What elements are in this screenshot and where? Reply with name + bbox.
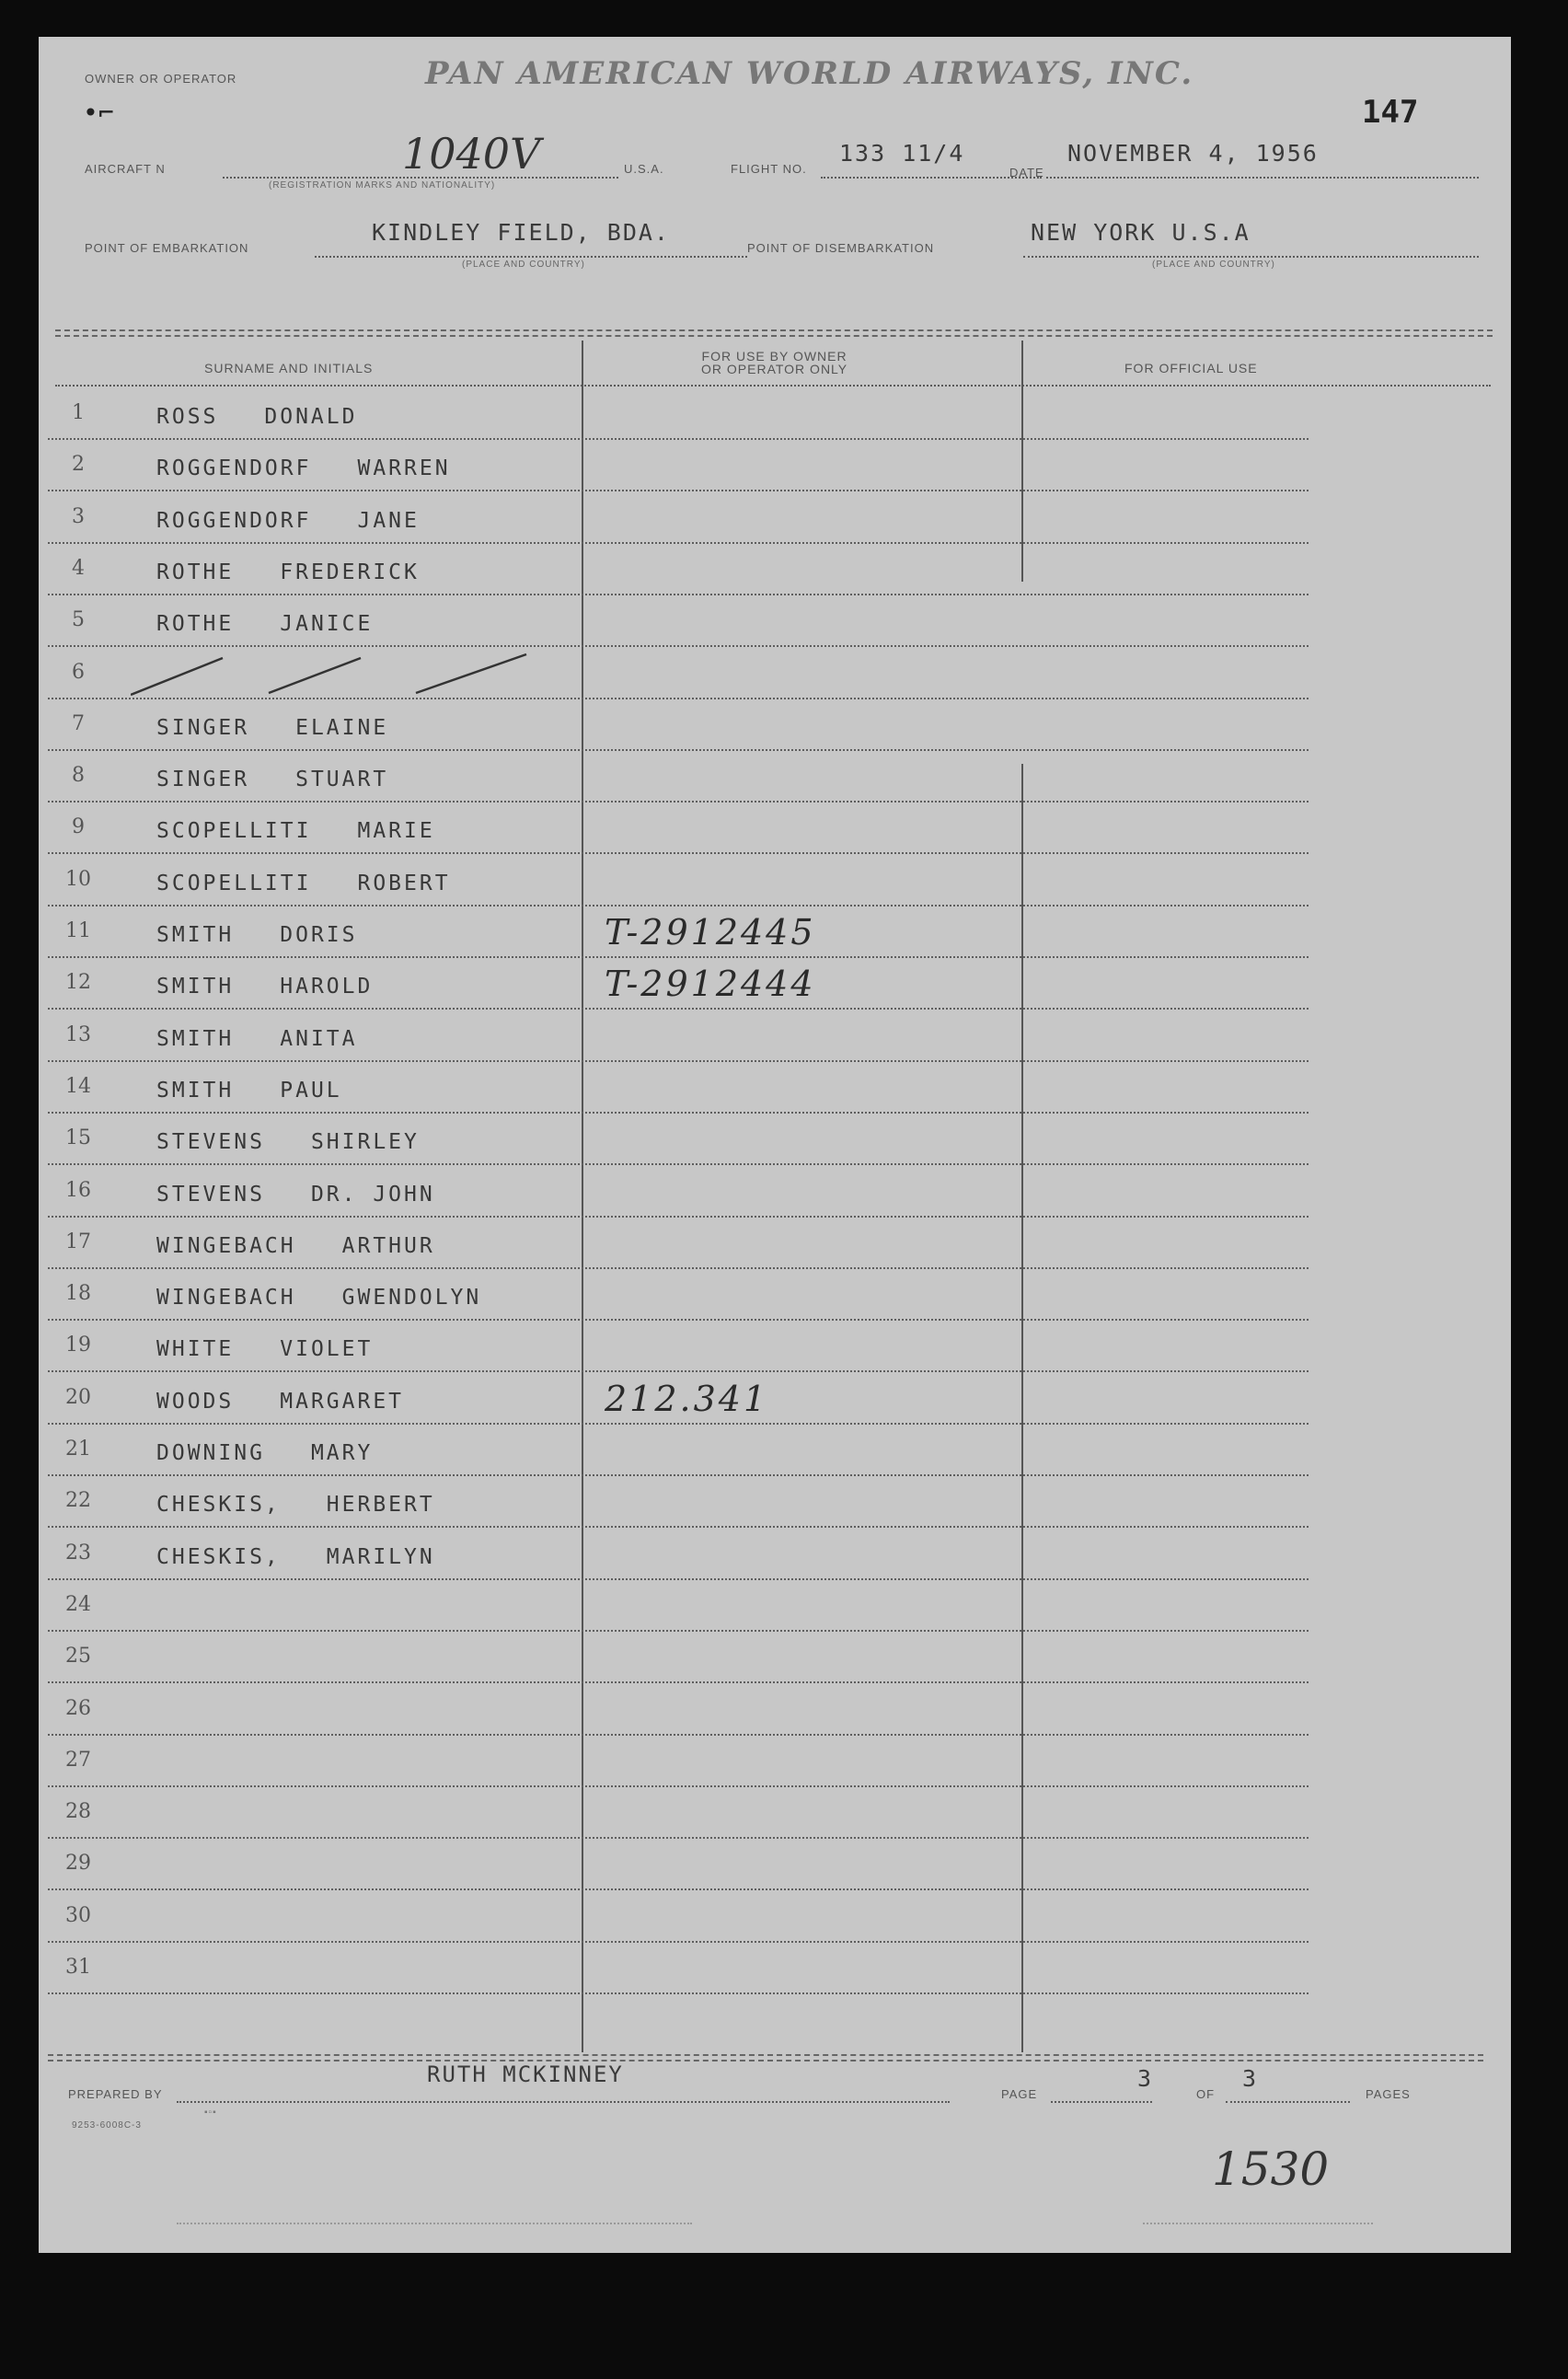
passenger-surname: WHITE <box>156 1337 235 1362</box>
row-number: 20 <box>65 1385 91 1409</box>
passenger-given-name: VIOLET <box>280 1337 374 1362</box>
column-owner-header: FOR USE BY OWNER OR OPERATOR ONLY <box>701 349 848 376</box>
passenger-given-name: MARIE <box>357 819 435 844</box>
row-number: 4 <box>72 556 85 580</box>
row-number: 10 <box>65 867 91 891</box>
row-number: 22 <box>65 1489 91 1513</box>
aircraft-label: AIRCRAFT N <box>85 162 166 176</box>
row-rule <box>48 1578 1309 1580</box>
row-rule <box>48 1526 1309 1528</box>
passenger-given-name: DONALD <box>264 405 358 429</box>
passenger-surname: WINGEBACH <box>156 1286 296 1311</box>
passenger-surname: DOWNING <box>156 1441 265 1465</box>
passenger-surname: SINGER <box>156 715 250 740</box>
form-code: 9253-6008C-3 <box>72 2120 142 2131</box>
row-number: 9 <box>72 815 85 839</box>
row-number: 29 <box>65 1852 91 1876</box>
flight-label: FLIGHT NO. <box>731 162 807 176</box>
passenger-surname: CHESKIS, <box>156 1544 281 1569</box>
row-number: 1 <box>72 401 85 424</box>
row-rule <box>48 1630 1309 1632</box>
row-rule <box>48 1423 1309 1425</box>
passenger-given-name: DR. JOHN <box>310 1182 435 1207</box>
passenger-surname: ROTHE <box>156 612 235 637</box>
passenger-given-name: HERBERT <box>326 1493 435 1518</box>
registration-caption: (REGISTRATION MARKS AND NATIONALITY) <box>269 180 496 191</box>
row-number: 30 <box>65 1903 91 1927</box>
operator-note: T-2912444 <box>605 964 816 1005</box>
passenger-given-name: JANE <box>357 508 420 533</box>
row-number: 11 <box>65 919 91 942</box>
date-label: DATE <box>1009 166 1044 179</box>
passenger-name <box>156 1183 435 1207</box>
passenger-given-name: ROBERT <box>357 871 451 895</box>
row-rule <box>48 1888 1309 1890</box>
row-number: 18 <box>65 1282 91 1306</box>
passenger-surname: SINGER <box>156 768 250 792</box>
row-number: 21 <box>65 1438 91 1461</box>
row-number: 23 <box>65 1541 91 1565</box>
passenger-surname: ROGGENDORF <box>156 508 312 533</box>
row-rule <box>48 594 1309 595</box>
row-number: 2 <box>72 453 85 477</box>
operator-note: T-2912445 <box>605 912 816 953</box>
passenger-given-name: DORIS <box>280 923 358 947</box>
page-label: PAGE <box>1001 2087 1038 2101</box>
operator-note: 212.341 <box>605 1378 769 1419</box>
of-label: OF <box>1196 2087 1216 2101</box>
row-number: 13 <box>65 1022 91 1046</box>
embarkation-label: POINT OF EMBARKATION <box>85 241 249 255</box>
row-rule <box>48 749 1309 751</box>
passenger-given-name: MARILYN <box>326 1544 435 1569</box>
row-rule <box>48 1008 1309 1010</box>
row-rule <box>48 1734 1309 1736</box>
flight-value: 133 11/4 <box>839 140 965 167</box>
disembark-caption: (PLACE AND COUNTRY) <box>1152 260 1275 270</box>
row-rule <box>48 1060 1309 1062</box>
passenger-given-name: ANITA <box>280 1026 358 1051</box>
row-rule <box>48 1992 1309 1994</box>
passenger-name <box>156 1855 202 1879</box>
row-number: 6 <box>72 660 85 684</box>
row-number: 12 <box>65 971 91 995</box>
passenger-name <box>156 1752 202 1776</box>
usa-label: U.S.A. <box>624 162 664 176</box>
passenger-name <box>156 768 388 791</box>
passenger-name <box>156 872 451 895</box>
row-number: 14 <box>65 1074 91 1098</box>
row-6-strikeout-marks <box>131 649 572 704</box>
passenger-given-name: PAUL <box>280 1078 342 1103</box>
passenger-given-name: FREDERICK <box>280 560 420 584</box>
page-value: 3 <box>1137 2065 1154 2092</box>
row-rule <box>48 1941 1309 1943</box>
passenger-name <box>156 819 435 843</box>
row-number: 27 <box>65 1748 91 1772</box>
row-rule <box>48 905 1309 907</box>
row-rule <box>48 645 1309 647</box>
of-value: 3 <box>1242 2065 1259 2092</box>
row-number: 8 <box>72 764 85 788</box>
embarkation-value: KINDLEY FIELD, BDA. <box>372 219 670 246</box>
passenger-name <box>156 1545 435 1569</box>
passenger-surname: SMITH <box>156 1026 235 1051</box>
row-rule <box>48 542 1309 544</box>
row-rule <box>48 1216 1309 1218</box>
column-name-header: SURNAME AND INITIALS <box>204 361 374 375</box>
passenger-name <box>156 1079 342 1103</box>
row-number: 15 <box>65 1126 91 1150</box>
row-rule <box>48 1837 1309 1839</box>
passenger-surname: SCOPELLITI <box>156 819 312 844</box>
passenger-name <box>156 1597 202 1621</box>
aircraft-value: 1040V <box>402 129 541 179</box>
row-rule <box>48 438 1309 440</box>
row-number: 26 <box>65 1696 91 1720</box>
passenger-given-name: HAROLD <box>280 975 374 999</box>
row-number: 5 <box>72 608 85 632</box>
date-value: NOVEMBER 4, 1956 <box>1067 140 1319 167</box>
row-number: 16 <box>65 1178 91 1202</box>
row-number: 24 <box>65 1592 91 1616</box>
passenger-name <box>156 1286 481 1310</box>
row-number: 3 <box>72 504 85 528</box>
passenger-surname: ROTHE <box>156 560 235 584</box>
row-rule <box>48 1267 1309 1269</box>
passenger-surname: SMITH <box>156 923 235 947</box>
passenger-surname: ROGGENDORF <box>156 456 312 481</box>
page-stamp: 147 <box>1362 94 1419 131</box>
row-rule <box>48 956 1309 958</box>
passenger-given-name: ELAINE <box>295 715 389 740</box>
passenger-surname: WINGEBACH <box>156 1233 296 1258</box>
passenger-surname: SCOPELLITI <box>156 871 312 895</box>
passenger-given-name: STUART <box>295 768 389 792</box>
tick-mark: •⌐ <box>83 98 114 128</box>
passenger-given-name: SHIRLEY <box>310 1130 420 1155</box>
passenger-name <box>156 975 373 999</box>
passenger-given-name: MARGARET <box>280 1389 405 1414</box>
passenger-surname: STEVENS <box>156 1182 265 1207</box>
row-rule <box>48 801 1309 803</box>
column-official-header: FOR OFFICIAL USE <box>1124 361 1258 375</box>
passenger-name <box>156 509 420 533</box>
passenger-name <box>156 1390 404 1414</box>
passenger-given-name: ARTHUR <box>341 1233 435 1258</box>
row-rule <box>48 490 1309 491</box>
row-rule <box>48 1681 1309 1683</box>
disembarkation-value: NEW YORK U.S.A <box>1031 219 1251 246</box>
passenger-name <box>156 1959 202 1983</box>
row-rule <box>48 1785 1309 1787</box>
row-rule <box>48 1319 1309 1321</box>
passenger-name <box>156 405 357 429</box>
passenger-name <box>156 1337 373 1361</box>
passenger-name <box>156 716 388 740</box>
row-rule <box>48 1370 1309 1372</box>
passenger-name <box>156 560 420 584</box>
row-number: 28 <box>65 1800 91 1824</box>
disembarkation-label: POINT OF DISEMBARKATION <box>747 241 935 255</box>
row-number: 31 <box>65 1956 91 1979</box>
passenger-name <box>156 612 373 636</box>
owner-label: OWNER OR OPERATOR <box>85 72 237 86</box>
passenger-name <box>156 1648 202 1672</box>
passenger-surname: CHESKIS, <box>156 1493 281 1518</box>
row-rule <box>48 1112 1309 1114</box>
prepared-by-label: PREPARED BY <box>68 2087 163 2101</box>
row-rule <box>48 852 1309 854</box>
airline-name: PAN AMERICAN WORLD AIRWAYS, INC. <box>425 55 1194 92</box>
passenger-name <box>156 923 358 947</box>
pages-label: PAGES <box>1366 2087 1411 2101</box>
passenger-given-name: JANICE <box>280 612 374 637</box>
passenger-surname: SMITH <box>156 1078 235 1103</box>
passenger-surname: WOODS <box>156 1389 235 1414</box>
prepared-by-value: RUTH MCKINNEY <box>427 2061 624 2087</box>
embark-caption: (PLACE AND COUNTRY) <box>462 260 585 270</box>
passenger-surname: STEVENS <box>156 1130 265 1155</box>
manifest-page <box>39 37 1511 2253</box>
passenger-name <box>156 1234 435 1258</box>
passenger-name <box>156 1027 358 1051</box>
row-number: 19 <box>65 1334 91 1357</box>
passenger-surname: SMITH <box>156 975 235 999</box>
passenger-name <box>156 1804 202 1828</box>
passenger-given-name: WARREN <box>357 456 451 481</box>
row-rule <box>48 1474 1309 1476</box>
passenger-given-name: GWENDOLYN <box>341 1286 482 1311</box>
row-number: 17 <box>65 1230 91 1253</box>
passenger-name <box>156 1493 435 1517</box>
passenger-name <box>156 1701 202 1725</box>
row-number: 25 <box>65 1645 91 1669</box>
handwritten-total: 1530 <box>1212 2142 1330 2196</box>
passenger-surname: ROSS <box>156 405 219 429</box>
row-number: 7 <box>72 711 85 735</box>
passenger-name <box>156 1908 202 1932</box>
passenger-name <box>156 456 451 480</box>
printer-mark: ▪▫▪ <box>204 2108 217 2118</box>
passenger-name <box>156 1130 420 1154</box>
passenger-given-name: MARY <box>310 1441 374 1465</box>
row-rule <box>48 1163 1309 1165</box>
passenger-name <box>156 1441 373 1465</box>
